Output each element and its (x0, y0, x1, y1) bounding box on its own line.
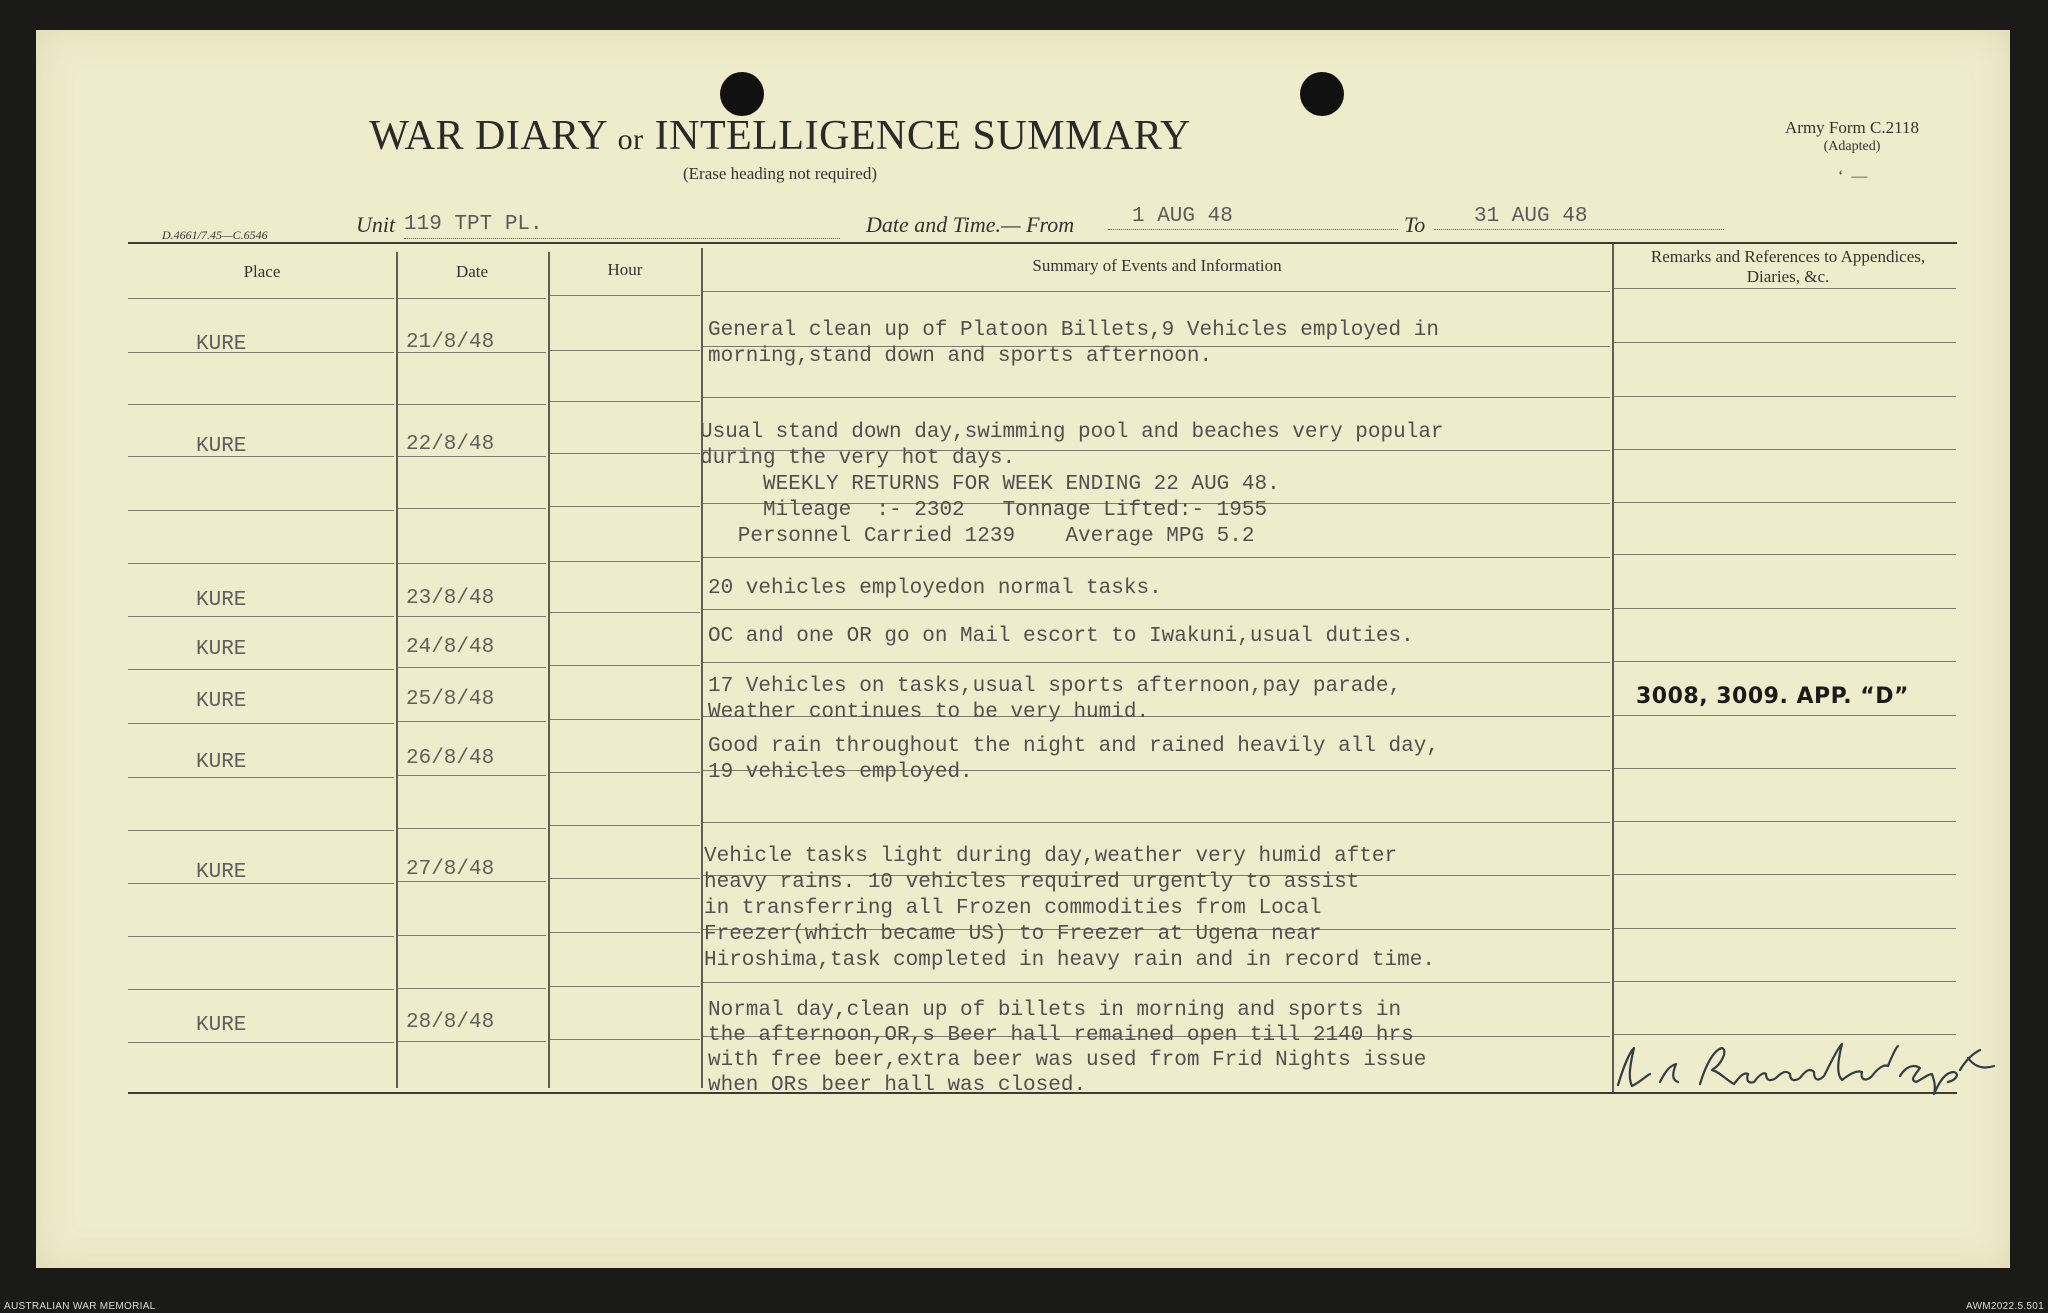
column-header-hour: Hour (607, 260, 643, 279)
title-or: or (617, 123, 644, 156)
adapted-note: (Adapted) (1823, 139, 1881, 154)
row-date: 24/8/48 (406, 636, 495, 659)
row-date: 22/8/48 (406, 433, 495, 456)
column-header-place: Place (243, 262, 281, 281)
row-summary: Vehicle tasks light during day,weather very humid after heavy rains. 10 vehicles required urgently to assist in transferring all Frozen commodities from Local Freezer(which became US) to Freezer at Ugena near Hiroshima,task completed in heavy rain and in record time. (704, 845, 1435, 972)
to-label: To (1404, 212, 1426, 237)
row-place: KURE (196, 589, 247, 612)
unit-value: 119 TPT PL. (404, 212, 840, 239)
row-place: KURE (196, 861, 247, 884)
row-date: 27/8/48 (406, 858, 495, 881)
column-divider (548, 252, 550, 1088)
row-place: KURE (196, 333, 247, 356)
army-form-number: Army Form C.2118 (1785, 118, 1919, 137)
army-form-label (1752, 118, 1952, 156)
punch-hole (1300, 72, 1344, 116)
column-divider (396, 252, 398, 1088)
title-part-1: WAR DIARY (369, 113, 607, 159)
archive-credit: AUSTRALIAN WAR MEMORIAL (4, 1301, 156, 1312)
row-summary: 17 Vehicles on tasks,usual sports afternoon,pay parade, Weather continues to be very humid. (708, 675, 1402, 724)
unit-label: Unit (356, 212, 396, 237)
pencil-marks: ‘ — (1838, 168, 1868, 185)
from-date-value: 1 AUG 48 (1108, 204, 1398, 230)
row-place: KURE (196, 638, 247, 661)
row-date: 26/8/48 (406, 747, 495, 770)
date-time-label: Date and Time.— From (866, 212, 1075, 237)
row-date: 25/8/48 (406, 688, 495, 711)
row-summary: Good rain throughout the night and rained heavily all day, 19 vehicles employed. (708, 735, 1439, 784)
row-place: KURE (196, 751, 247, 774)
row-summary: Normal day,clean up of billets in morning and sports in the afternoon,OR,s Beer hall remained open till 2140 hrs with free beer,extra beer was used from Frid Nights issue when ORs beer hall was closed. (708, 999, 1427, 1097)
row-summary: OC and one OR go on Mail escort to Iwakuni,usual duties. (708, 625, 1414, 648)
table-top-rule (128, 242, 1957, 244)
row-date: 28/8/48 (406, 1011, 495, 1034)
to-date-value: 31 AUG 48 (1434, 204, 1724, 230)
archive-reference: AWM2022.5.501 (1965, 1301, 2044, 1312)
remark-appendix-reference: 3008, 3009. APP. “D” (1636, 684, 1909, 709)
row-place: KURE (196, 690, 247, 713)
column-divider (1612, 244, 1614, 1092)
row-date: 23/8/48 (406, 587, 495, 610)
row-place: KURE (196, 1014, 247, 1037)
punch-hole (720, 72, 764, 116)
officer-signature (1610, 1030, 2010, 1100)
row-date: 21/8/48 (406, 331, 495, 354)
row-summary: 20 vehicles employedon normal tasks. (708, 577, 1162, 600)
row-summary: Usual stand down day,swimming pool and beaches very popular during the very hot days. WEEKLY RETURNS FOR WEEK ENDING 22 AUG 48. Mileage :- 2302 Tonnage Lifted:- 1955 Personnel Carried 1239 Average MPG 5.2 (700, 421, 1444, 548)
row-place: KURE (196, 435, 247, 458)
page-title (0, 112, 1560, 160)
column-header-date: Date (455, 262, 489, 281)
form-code: D.4661/7.45—C.6546 (162, 228, 268, 242)
row-summary: General clean up of Platoon Billets,9 Vehicles employed in morning,stand down and sports afternoon. (708, 319, 1439, 368)
title-part-2: INTELLIGENCE SUMMARY (654, 113, 1191, 159)
subtitle: (Erase heading not required) (683, 164, 877, 183)
column-header-summary: Summary of Events and Information (1032, 256, 1282, 275)
column-divider (701, 248, 703, 1088)
column-header-remarks: Remarks and References to Appendices, Diaries, &c. (1650, 247, 1926, 286)
